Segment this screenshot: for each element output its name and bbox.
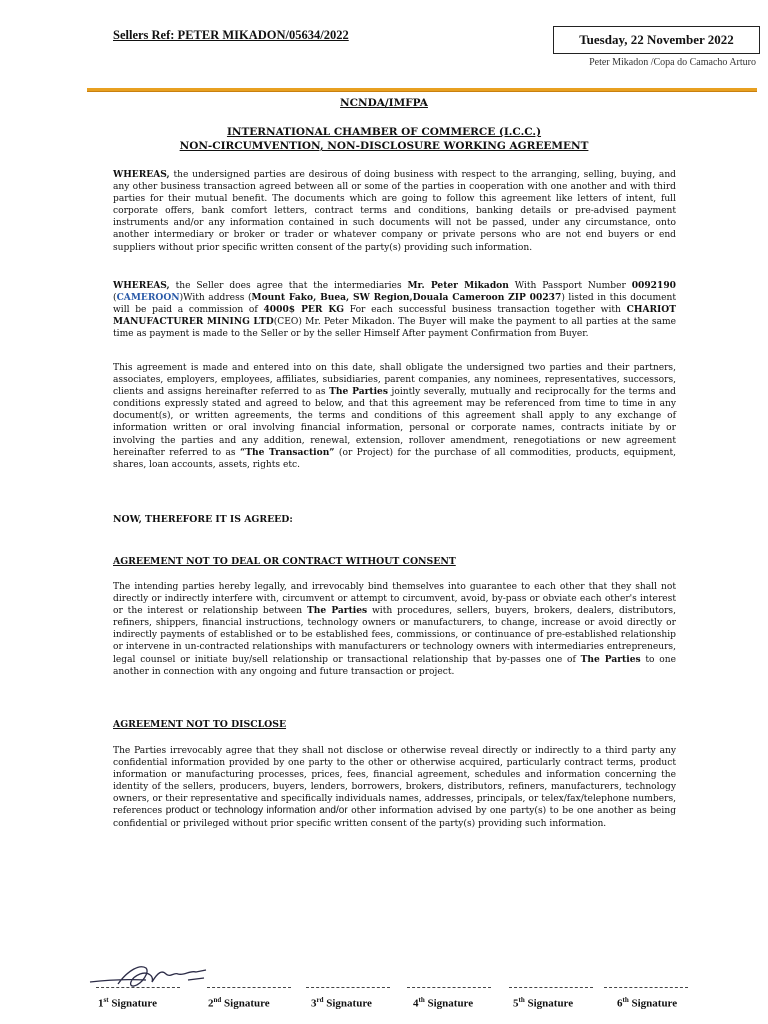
section-heading-no-deal: AGREEMENT NOT TO DEAL OR CONTRACT WITHOUT CONSENT bbox=[113, 556, 456, 567]
org-title: INTERNATIONAL CHAMBER OF COMMERCE (I.C.C.) bbox=[226, 126, 542, 138]
text-run: With Passport Number bbox=[508, 281, 632, 291]
signature-line bbox=[604, 987, 688, 988]
passport-number: 0092190 bbox=[631, 280, 676, 291]
section-paragraph-no-disclose bbox=[113, 745, 676, 830]
text-run: The Parties irrevocably agree that they shall not disclose or otherwise reveal directly or indirectly to a third party any confidential information provided by one party to the other or otherwise acquired, particularly contract terms, product information or manufacturing processes, prices, fees, financial agreement, schedules and information concerning the identity of the sellers, producers, buyers, lenders, borrowers, brokers, distributors, refiners, manufacturers, technology owners, or their representative and specifically individuals names, addresses, principals, or telex/fax/telephone numbers, references bbox=[113, 746, 676, 817]
the-parties: The Parties bbox=[307, 605, 368, 617]
text-run: The intending parties hereby legally, and irrevocably bind themselves into guarantee to each other that they shall not directly or indirectly interfere with, circumvent or attempt to circumvent, avoid, by-pass or obviate each other's interest or the interest or relationship between bbox=[113, 582, 676, 617]
company-name: CHARIOT MANUFACTURER MINING LTD bbox=[113, 304, 676, 328]
the-transaction: “The Transaction” bbox=[239, 446, 335, 458]
date-text: Tuesday, 22 November 2022 bbox=[579, 32, 734, 47]
document-code: NCNDA/IMFPA bbox=[340, 97, 428, 109]
text-run: This agreement is made and entered into on this date, shall obligate the undersigned two parties and their partners, associates, employers, employees, affiliates, subsidiaries, parent companies, any nominees, representatives, successors, clients and assigns hereinafter referred to as bbox=[113, 363, 676, 398]
signature-label-1: 1st Signature bbox=[98, 996, 157, 1010]
sellers-ref: Sellers Ref: PETER MIKADON/05634/2022 bbox=[113, 28, 349, 42]
signature-label-5: 5th Signature bbox=[513, 996, 574, 1010]
signature-line bbox=[306, 987, 390, 988]
signature-label-2: 2nd Signature bbox=[208, 996, 270, 1010]
commission: 4000$ PER KG bbox=[263, 304, 345, 316]
agreement-title: NON-CIRCUMVENTION, NON-DISCLOSURE WORKING AGREEMENT bbox=[179, 140, 589, 152]
text-run: ( bbox=[113, 293, 117, 304]
text-run: jointly severally, mutually and reciprocally for the terms and conditions expressly stated and agreed to below, and that this agreement may be referenced from time to time in any document(s), or written agreements, the terms and conditions of this agreement shall apply to any exchange of information written or oral involving financial information, personal or corporate names, contracts initiate by or involving the parties and any addition, renewal, extension, rollover amendment, renegotiations or new agreement hereinafter referred to as bbox=[113, 387, 677, 458]
text-run: (or Project) for the purchase of all commodities, products, equipment, shares, loan accounts, assets, rights etc. bbox=[113, 447, 676, 470]
signature-label-6: 6th Signature bbox=[617, 996, 678, 1010]
signature-row bbox=[0, 955, 768, 1015]
signature-label-3: 3rd Signature bbox=[311, 996, 372, 1010]
signature-line bbox=[407, 987, 491, 988]
signature-label-4: 4th Signature bbox=[413, 996, 474, 1010]
signature-line bbox=[207, 987, 291, 988]
whereas-paragraph-1 bbox=[113, 169, 676, 254]
whereas-text: the undersigned parties are desirous of doing business with respect to the arranging, selling, buying, and any other business transaction agreed between all or some of the parties in cooperation with one another and with third parties for their mutual benefit. The documents which are going to follow this agreement like letters of intent, full corporate offers, bank comfort letters, contract terms and conditions, banking details or pre-advised payment instruments and/or any information contained in such documents will not be passed, under any circumstance, onto another intermediary or broker or trader or whatever company or private persons who are not end buyers or end suppliers without prior specific written consent of the party(s) providing such information. bbox=[113, 170, 676, 253]
whereas-lead: WHEREAS, bbox=[113, 169, 170, 180]
now-therefore-heading: NOW, THEREFORE IT IS AGREED: bbox=[113, 514, 293, 525]
highlighted-text: product or technology information and/or bbox=[165, 805, 348, 817]
text-run: ) listed in this document will be paid a commission of bbox=[113, 293, 676, 316]
the-parties: The Parties bbox=[580, 653, 641, 665]
agreement-paragraph bbox=[113, 362, 676, 471]
text-run: to one another in connection with any ongoing and future transaction or project. bbox=[113, 654, 676, 677]
date-box bbox=[553, 26, 760, 54]
whereas-paragraph-2 bbox=[113, 280, 676, 340]
text-run: (CEO) Mr. Peter Mikadon. The Buyer will make the payment to all parties at the same time as payment is made to the Seller or by the seller Himself After payment Confirmation from Buyer. bbox=[113, 317, 676, 340]
section-heading-no-disclose: AGREEMENT NOT TO DISCLOSE bbox=[113, 719, 287, 730]
text-run: with procedures, sellers, buyers, brokers, dealers, distributors, refiners, shippers, financial instructions, technology owners or manufacturers, to change, increase or avoid directly or indirectly payments of established or to be established fees, commissions, or continuance of pre-established relationship or intervene in un-contracted relationships with manufacturers or technology owners with intermediaries entrepreneurs, legal counsel or initiate buy/sell relationship or transactional relationship that by-passes one of bbox=[113, 606, 676, 665]
header-rule bbox=[87, 88, 757, 92]
signature-line bbox=[509, 987, 593, 988]
the-parties: The Parties bbox=[329, 386, 388, 398]
text-run: the Seller does agree that the intermediaries bbox=[169, 281, 408, 291]
text-run: )With address ( bbox=[179, 293, 252, 304]
whereas-lead: WHEREAS, bbox=[113, 280, 170, 291]
text-run: other information advised by one party(s) to be one another as being confidential or privileged without prior specific written consent of the party(s) providing such information. bbox=[113, 806, 677, 829]
section-paragraph-no-deal bbox=[113, 581, 676, 678]
intermediary-name: Mr. Peter Mikadon bbox=[407, 280, 509, 291]
address: Mount Fako, Buea, SW Region,Douala Cameroon ZIP 00237 bbox=[251, 292, 562, 304]
signature-line bbox=[96, 987, 180, 988]
header-names: Peter Mikadon /Copa do Camacho Arturo bbox=[589, 57, 756, 68]
country: CAMEROON bbox=[116, 292, 180, 304]
text-run: For each successful business transaction together with bbox=[344, 305, 627, 316]
